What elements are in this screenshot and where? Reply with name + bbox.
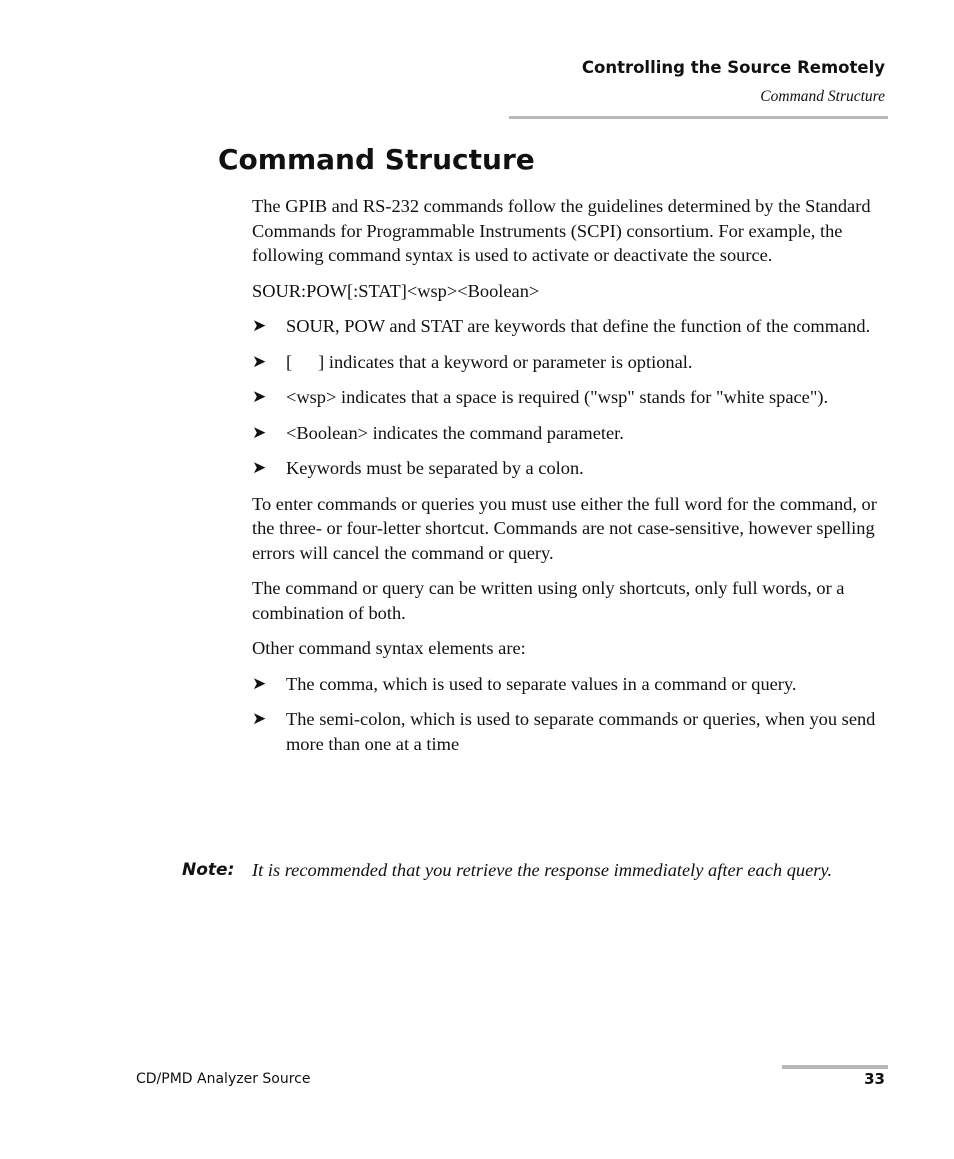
footer-rule — [782, 1065, 888, 1069]
arrowhead-bullet-icon: ➤ — [252, 316, 267, 335]
list-item-text: The semi-colon, which is used to separate commands or queries, when you send more than one at a time — [286, 709, 876, 754]
note-label: Note: — [182, 860, 235, 880]
list-item-text: Keywords must be separated by a colon. — [286, 458, 584, 478]
list-item-text: <wsp> indicates that a space is required ("wsp" stands for "white space"). — [286, 387, 829, 407]
optional-bracket-open: [ — [286, 351, 293, 372]
shortcut-paragraph: To enter commands or queries you must use either the full word for the command, or the three- or four-letter shortcut. Commands are not case-sensitive, however spelling errors will cancel the command or query. — [252, 493, 877, 563]
other-elements-paragraph: Other command syntax elements are: — [252, 638, 526, 658]
list-item — [252, 314, 888, 339]
other-elements-bullet-list — [252, 672, 888, 757]
list-item-text: ] indicates that a keyword or parameter is optional. — [318, 351, 693, 372]
list-item — [252, 456, 888, 481]
list-item — [252, 350, 888, 375]
syntax-example: SOUR:POW[:STAT]<wsp><Boolean> — [252, 280, 540, 301]
list-item-text: SOUR, POW and STAT are keywords that define the function of the command. — [286, 316, 871, 336]
arrowhead-bullet-icon: ➤ — [252, 458, 267, 477]
page-title: Command Structure — [218, 143, 535, 176]
arrowhead-bullet-icon: ➤ — [252, 709, 267, 728]
arrowhead-bullet-icon: ➤ — [252, 351, 267, 371]
list-item-text: <Boolean> indicates the command parameter. — [286, 422, 624, 443]
syntax-bullet-list — [252, 314, 888, 481]
list-item-text: The comma, which is used to separate values in a command or query. — [286, 673, 797, 694]
intro-paragraph: The GPIB and RS-232 commands follow the guidelines determined by the Standard Commands for Programmable Instruments (SCPI) consortium. For example, the following command syntax is used to activate or deactivate the source. — [252, 196, 871, 265]
footer-product-name: CD/PMD Analyzer Source — [136, 1071, 311, 1087]
list-item — [252, 385, 888, 410]
list-item — [252, 672, 888, 697]
page-number: 33 — [864, 1070, 885, 1088]
arrowhead-bullet-icon: ➤ — [252, 673, 267, 693]
combination-paragraph: The command or query can be written using only shortcuts, only full words, or a combination of both. — [252, 578, 845, 623]
list-item — [252, 421, 888, 446]
running-header-chapter: Controlling the Source Remotely — [581, 58, 885, 77]
note-text: It is recommended that you retrieve the response immediately after each query. — [252, 860, 833, 880]
arrowhead-bullet-icon: ➤ — [252, 387, 267, 406]
arrowhead-bullet-icon: ➤ — [252, 422, 267, 442]
list-item — [252, 707, 888, 756]
running-header-section: Command Structure — [760, 88, 885, 105]
body-content — [252, 194, 888, 767]
header-rule — [509, 116, 888, 119]
